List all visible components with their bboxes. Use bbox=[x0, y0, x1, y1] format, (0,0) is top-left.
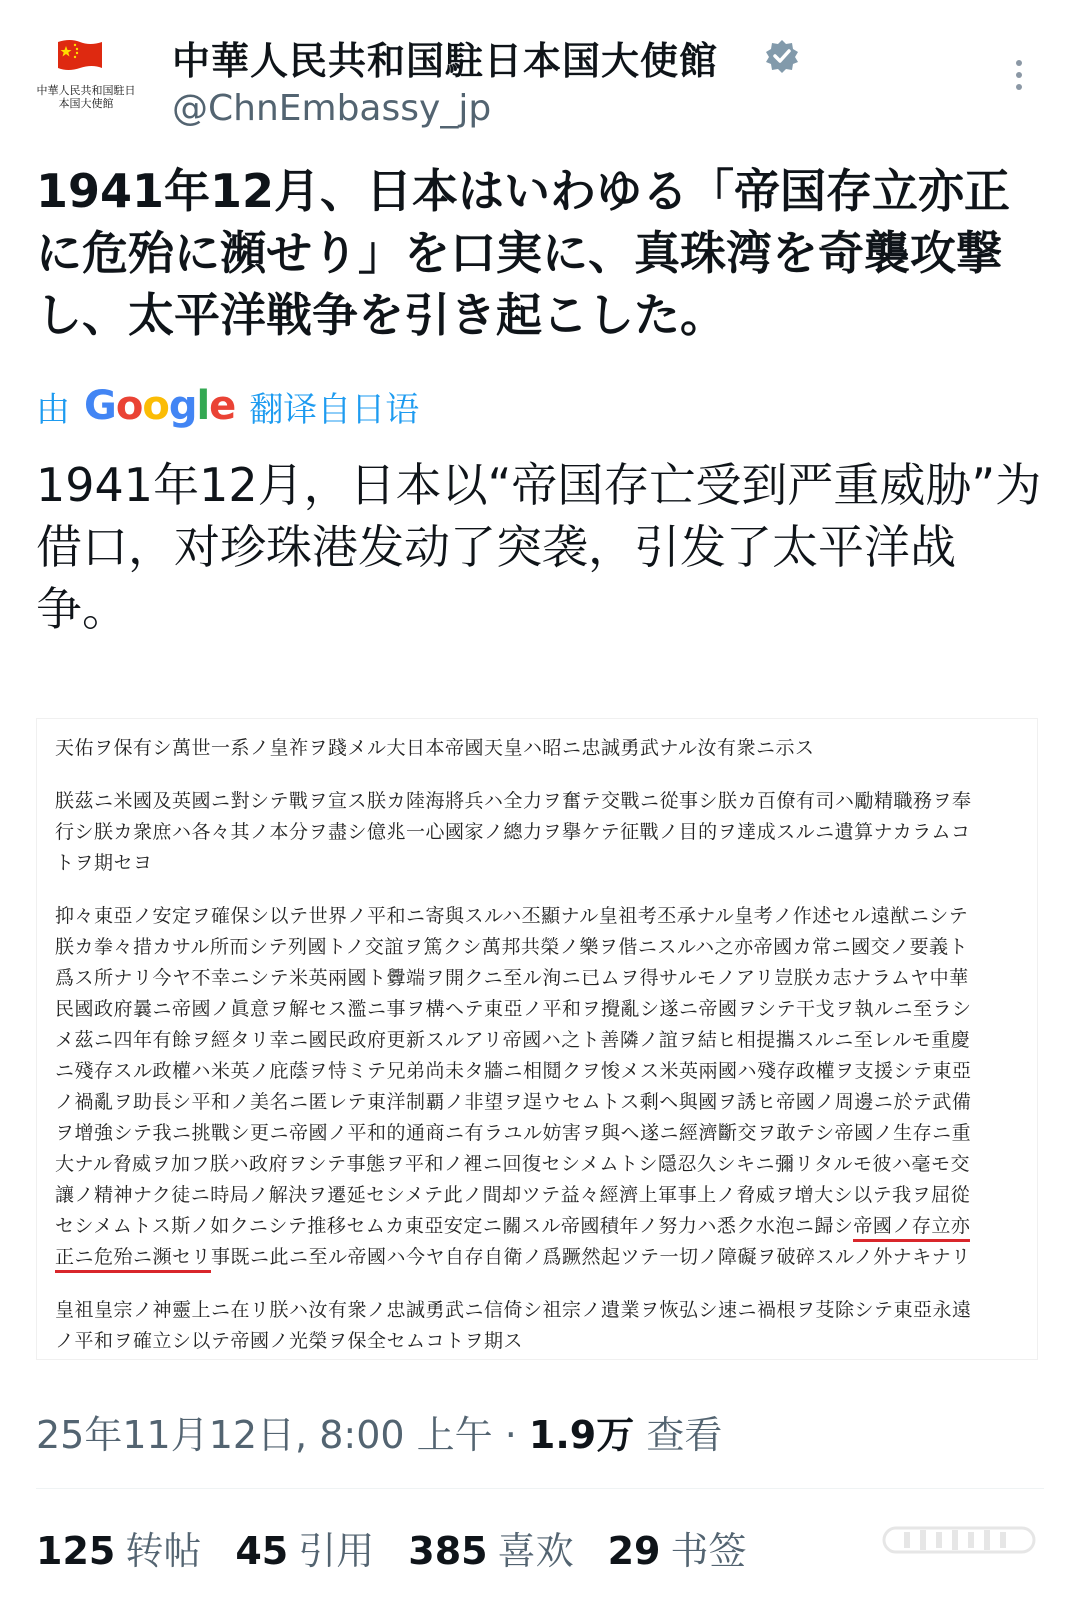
timestamp-text[interactable]: 25年11月12日, 8:00 上午 · bbox=[36, 1413, 517, 1457]
document-line: 皇祖皇宗ノ神靈上ニ在リ朕ハ汝有衆ノ忠誠勇武ニ信倚シ祖宗ノ遺業ヲ恢弘シ速ニ禍根ヲ芟除シテ東亞永遠 bbox=[55, 1299, 972, 1321]
watermark-logo-icon bbox=[880, 1522, 1040, 1558]
views-label: 查看 bbox=[646, 1413, 723, 1457]
translation-attribution[interactable] bbox=[36, 384, 419, 428]
views-count: 1.9万 bbox=[528, 1413, 635, 1457]
document-line: 朕茲ニ米國及英國ニ對シテ戰ヲ宣ス朕カ陸海將兵ハ全力ヲ奮テ交戰ニ從事シ朕カ百僚有司ハ勵精職務ヲ奉 bbox=[55, 790, 972, 812]
post-text: 1941年12月、日本はいわゆる「帝国存立亦正に危殆に瀕せり」を口実に、真珠湾を奇襲攻撃し、太平洋戦争を引き起こした。 bbox=[36, 164, 1011, 342]
account-handle[interactable]: @ChnEmbassy_jp bbox=[172, 88, 492, 129]
translate-suffix: 翻译自日语 bbox=[249, 389, 420, 430]
display-name[interactable]: 中華人民共和国駐日本国大使館 bbox=[172, 39, 719, 83]
post-timestamp bbox=[36, 1404, 722, 1459]
document-line: 大ナル脅威ヲ加フ朕ハ政府ヲシテ事態ヲ平和ノ裡ニ回復セシメムトシ隱忍久シキニ彌リタルモ彼ハ毫モ交 bbox=[55, 1153, 970, 1175]
translate-prefix: 由 bbox=[36, 389, 70, 430]
highlighted-phrase-part2: 正ニ危殆ニ瀕セリ bbox=[55, 1246, 211, 1273]
china-flag-icon bbox=[56, 38, 104, 74]
document-line: ヲ增強シテ我ニ挑戰シ更ニ帝國ノ平和的通商ニ有ラユル妨害ヲ與ヘ遂ニ經濟斷交ヲ敢テシ帝國ノ生存ニ重 bbox=[55, 1122, 972, 1144]
document-line: 抑々東亞ノ安定ヲ確保シ以テ世界ノ平和ニ寄與スルハ丕顯ナル皇祖考丕承ナル皇考ノ作述セル遠猷ニシテ bbox=[55, 905, 969, 927]
document-line: 天佑ヲ保有シ萬世一系ノ皇祚ヲ踐メル大日本帝國天皇ハ昭ニ忠誠勇武ナル汝有衆ニ示ス bbox=[55, 737, 815, 759]
stat-quotes[interactable] bbox=[235, 1520, 374, 1575]
document-line: 行シ朕カ衆庶ハ各々其ノ本分ヲ盡シ億兆一心國家ノ總力ヲ擧ケテ征戰ノ目的ヲ達成スルニ遺算ナカラムコ bbox=[55, 821, 971, 843]
stat-count: 385 bbox=[408, 1529, 488, 1573]
avatar-label: 中華人民共和国駐日本国大使館 bbox=[36, 84, 136, 110]
document-paragraph bbox=[37, 901, 1037, 1273]
document-line: 民國政府曩ニ帝國ノ眞意ヲ解セス濫ニ事ヲ構ヘテ東亞ノ平和ヲ攪亂シ遂ニ帝國ヲシテ干戈ヲ執ルニ至ラシ bbox=[55, 998, 972, 1020]
document-paragraph bbox=[37, 733, 1037, 764]
more-vertical-icon[interactable] bbox=[1012, 56, 1026, 96]
highlighted-phrase-part1: 帝國ノ存立亦 bbox=[853, 1215, 970, 1242]
document-line: トヲ期セヨ bbox=[55, 852, 153, 874]
stat-bookmarks[interactable] bbox=[608, 1520, 747, 1575]
document-line: ノ禍亂ヲ助長シ平和ノ美名ニ匿レテ東洋制覇ノ非望ヲ逞ウセムトス剩ヘ與國ヲ誘ヒ帝國ノ周邊ニ於テ武備 bbox=[55, 1091, 972, 1113]
stat-label: 喜欢 bbox=[497, 1529, 574, 1573]
document-paragraph bbox=[37, 786, 1037, 879]
attached-document-image[interactable] bbox=[36, 718, 1038, 1360]
document-paragraph bbox=[37, 1295, 1037, 1357]
translated-text: 1941年12月，日本以“帝国存亡受到严重威胁”为借口，对珍珠港发动了突袭，引发了太平洋战争。 bbox=[36, 458, 1042, 636]
google-logo: Google bbox=[84, 383, 236, 429]
stat-label: 书签 bbox=[670, 1529, 747, 1573]
document-line-text: 事既ニ此ニ至ル帝國ハ今ヤ自存自衛ノ爲蹶然起ツテ一切ノ障礙ヲ破碎スルノ外ナキナリ bbox=[211, 1246, 971, 1268]
document-line-text: セシメムトス斯ノ如クニシテ推移セムカ東亞安定ニ關スル帝國積年ノ努力ハ悉ク水泡ニ歸シ bbox=[55, 1215, 854, 1237]
stat-label: 转帖 bbox=[125, 1529, 202, 1573]
stat-count: 125 bbox=[36, 1529, 116, 1573]
stat-count: 45 bbox=[235, 1529, 289, 1573]
stat-reposts[interactable] bbox=[36, 1520, 201, 1575]
avatar[interactable] bbox=[36, 30, 136, 130]
document-line-highlighted bbox=[55, 1211, 1019, 1242]
document-line: 爲ス所ナリ今ヤ不幸ニシテ米英兩國ト釁端ヲ開クニ至ル洵ニ已ムヲ得サルモノアリ豈朕カ志ナラムヤ中華 bbox=[55, 967, 969, 989]
document-line: 讓ノ精神ナク徒ニ時局ノ解決ヲ遷延セシメテ此ノ間却ツテ益々經濟上軍事上ノ脅威ヲ增大シ以テ我ヲ屈從 bbox=[55, 1184, 971, 1206]
stat-count: 29 bbox=[607, 1529, 661, 1573]
stat-likes[interactable] bbox=[408, 1520, 573, 1575]
engagement-stats bbox=[36, 1520, 747, 1575]
document-line: 朕カ拳々措カサル所而シテ列國トノ交誼ヲ篤クシ萬邦共榮ノ樂ヲ偕ニスルハ之亦帝國カ常ニ國交ノ要義ト bbox=[55, 936, 969, 958]
document-line: ノ平和ヲ確立シ以テ帝國ノ光榮ヲ保全セムコトヲ期ス bbox=[55, 1330, 524, 1352]
stat-label: 引用 bbox=[298, 1529, 375, 1573]
document-line: ニ殘存スル政權ハ米英ノ庇蔭ヲ恃ミテ兄弟尚未タ牆ニ相鬩クヲ悛メス米英兩國ハ殘存政權ヲ支援シテ東亞 bbox=[55, 1060, 972, 1082]
divider bbox=[36, 1488, 1044, 1489]
document-line: メ茲ニ四年有餘ヲ經タリ幸ニ國民政府更新スルアリ帝國ハ之ト善隣ノ誼ヲ結ヒ相提攜スルニ至レルモ重慶 bbox=[55, 1029, 971, 1051]
document-line-highlighted bbox=[55, 1242, 1019, 1273]
verified-badge-icon bbox=[764, 38, 800, 74]
post-header bbox=[0, 0, 1080, 140]
